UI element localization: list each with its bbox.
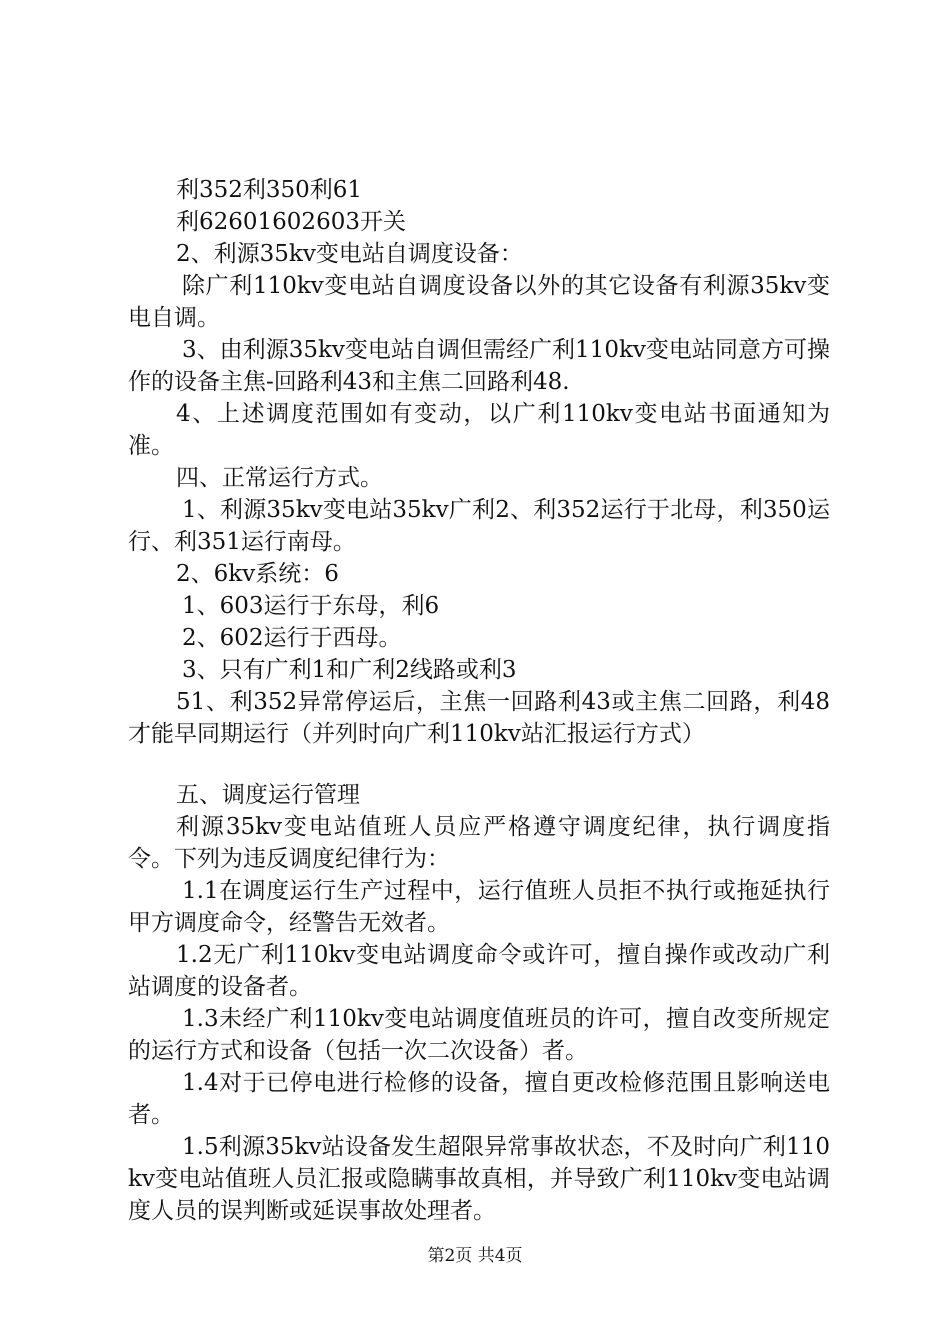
page-number-footer: 第2页 共4页	[427, 1246, 523, 1266]
paragraph-violation-1-2: 1.2无广利110kv变电站调度命令或许可，擅自操作或改动广利站调度的设备者。	[128, 942, 830, 1000]
paragraph-violation-1-3: 1.3未经广利110kv变电站调度值班员的许可，擅自改变所规定的运行方式和设备（包括一次二次设备）者。	[128, 1006, 830, 1064]
paragraph-normal-mode-4: 2、602运行于西母。	[182, 625, 402, 651]
paragraph-normal-mode-5: 3、只有广利1和广利2线路或利3	[182, 657, 517, 683]
paragraph-discipline-intro: 利源35kv变电站值班人员应严格遵守调度纪律，执行调度指令。下列为违反调度纪律行为：	[128, 814, 830, 872]
section-heading-4: 四、正常运行方式。	[176, 465, 383, 491]
paragraph-violation-1-5: 1.5利源35kv站设备发生超限异常事故状态，不及时向广利110kv变电站值班人员汇报或隐瞒事故真相，并导致广利110kv变电站调度人员的误判断或延误事故处理者。	[128, 1134, 830, 1224]
paragraph-violation-1-4: 1.4对于已停电进行检修的设备，擅自更改检修范围且影响送电者。	[128, 1070, 830, 1128]
paragraph-switch-list-2: 利62601602603开关	[176, 209, 406, 235]
paragraph-normal-mode-3: 1、603运行于东母，利6	[182, 593, 440, 619]
paragraph-normal-mode-2: 2、6kv系统：6	[176, 561, 339, 587]
paragraph-item-4: 4、上述调度范围如有变动，以广利110kv变电站书面通知为准。	[128, 401, 830, 459]
paragraph-normal-mode-6: 51、利352异常停运后，主焦一回路利43或主焦二回路，利48才能早同期运行（并列时向广利110kv站汇报运行方式）	[128, 689, 830, 747]
paragraph-violation-1-1: 1.1在调度运行生产过程中，运行值班人员拒不执行或拖延执行甲方调度命令，经警告无效者。	[128, 878, 830, 936]
paragraph-item-2-body: 除广利110kv变电站自调度设备以外的其它设备有利源35kv变电自调。	[128, 273, 830, 331]
paragraph-normal-mode-1: 1、利源35kv变电站35kv广利2、利352运行于北母，利350运行、利351运行南母。	[128, 497, 830, 555]
paragraph-item-3: 3、由利源35kv变电站自调但需经广利110kv变电站同意方可操作的设备主焦-回路利43和主焦二回路利48.	[128, 337, 830, 395]
paragraph-item-2-heading: 2、利源35kv变电站自调度设备：	[176, 241, 523, 267]
document-body	[128, 174, 830, 1227]
section-heading-5: 五、调度运行管理	[176, 782, 360, 808]
paragraph-switch-list-1: 利352利350利61	[176, 177, 363, 203]
